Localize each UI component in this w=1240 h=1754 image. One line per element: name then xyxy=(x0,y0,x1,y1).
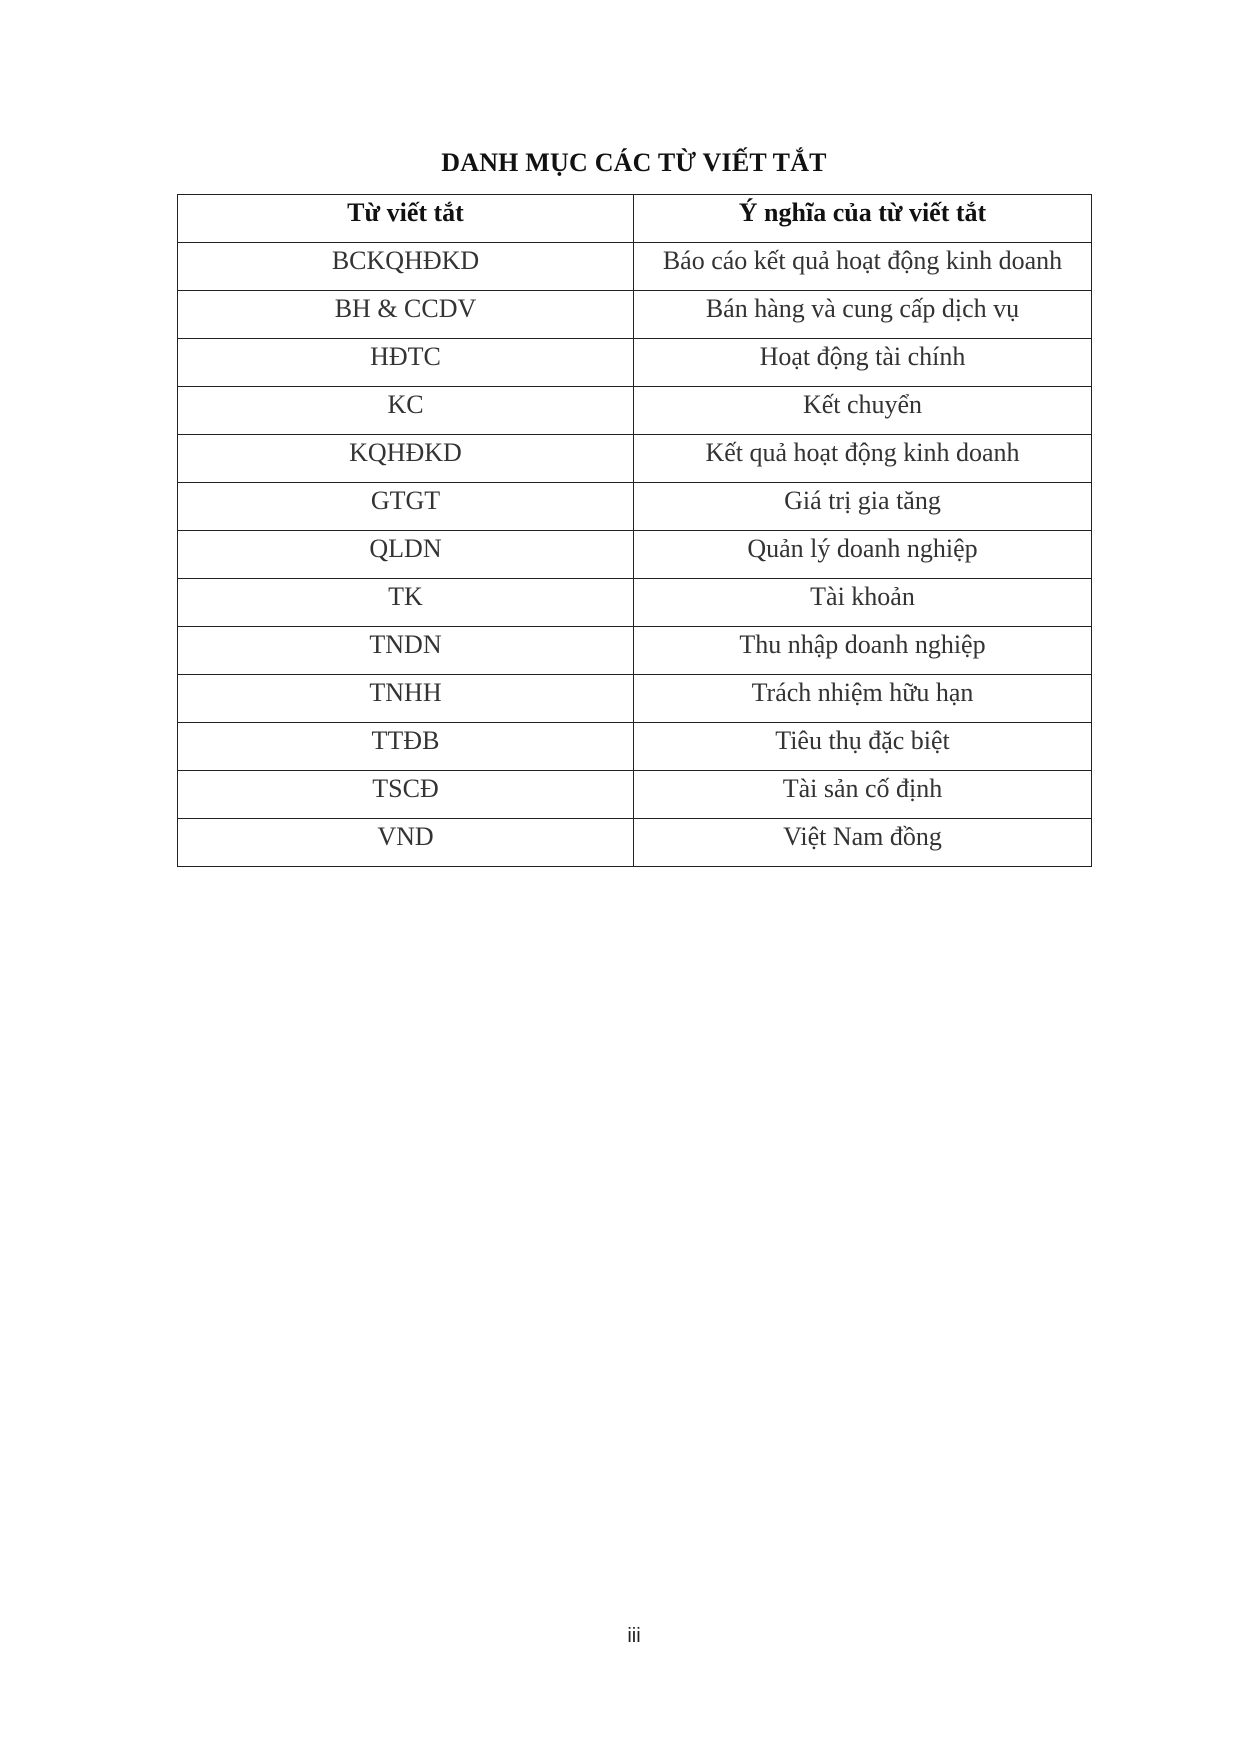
abbreviation-cell: VND xyxy=(178,819,634,867)
table-header-row xyxy=(178,195,1092,243)
meaning-cell: Trách nhiệm hữu hạn xyxy=(634,675,1092,723)
meaning-cell: Hoạt động tài chính xyxy=(634,339,1092,387)
table-row xyxy=(178,435,1092,483)
column-header-abbreviation: Từ viết tắt xyxy=(178,195,634,243)
meaning-cell: Tiêu thụ đặc biệt xyxy=(634,723,1092,771)
table-row xyxy=(178,819,1092,867)
table-row xyxy=(178,339,1092,387)
meaning-cell: Quản lý doanh nghiệp xyxy=(634,531,1092,579)
abbreviation-cell: KQHĐKD xyxy=(178,435,634,483)
page-title: DANH MỤC CÁC TỪ VIẾT TẮT xyxy=(441,148,827,177)
meaning-cell: Việt Nam đồng xyxy=(634,819,1092,867)
table-row xyxy=(178,771,1092,819)
abbreviation-cell: BH & CCDV xyxy=(178,291,634,339)
meaning-cell: Bán hàng và cung cấp dịch vụ xyxy=(634,291,1092,339)
abbreviation-cell: TTĐB xyxy=(178,723,634,771)
table-row xyxy=(178,675,1092,723)
meaning-cell: Tài khoản xyxy=(634,579,1092,627)
meaning-cell: Kết quả hoạt động kinh doanh xyxy=(634,435,1092,483)
page-number: iii xyxy=(627,1625,641,1647)
abbreviation-cell: HĐTC xyxy=(178,339,634,387)
table-row xyxy=(178,243,1092,291)
column-header-meaning: Ý nghĩa của từ viết tắt xyxy=(634,195,1092,243)
table-row xyxy=(178,387,1092,435)
abbreviation-cell: TK xyxy=(178,579,634,627)
meaning-cell: Báo cáo kết quả hoạt động kinh doanh xyxy=(634,243,1092,291)
meaning-cell: Kết chuyển xyxy=(634,387,1092,435)
abbreviation-cell: GTGT xyxy=(178,483,634,531)
table-row xyxy=(178,483,1092,531)
abbreviation-cell: TNHH xyxy=(178,675,634,723)
table-row xyxy=(178,723,1092,771)
table-row xyxy=(178,531,1092,579)
meaning-cell: Giá trị gia tăng xyxy=(634,483,1092,531)
abbreviation-cell: TSCĐ xyxy=(178,771,634,819)
abbreviation-cell: BCKQHĐKD xyxy=(178,243,634,291)
abbreviation-cell: TNDN xyxy=(178,627,634,675)
table-row xyxy=(178,579,1092,627)
abbreviation-cell: QLDN xyxy=(178,531,634,579)
meaning-cell: Thu nhập doanh nghiệp xyxy=(634,627,1092,675)
abbreviation-cell: KC xyxy=(178,387,634,435)
table-row xyxy=(178,627,1092,675)
abbreviations-table xyxy=(177,194,1092,867)
meaning-cell: Tài sản cố định xyxy=(634,771,1092,819)
table-row xyxy=(178,291,1092,339)
